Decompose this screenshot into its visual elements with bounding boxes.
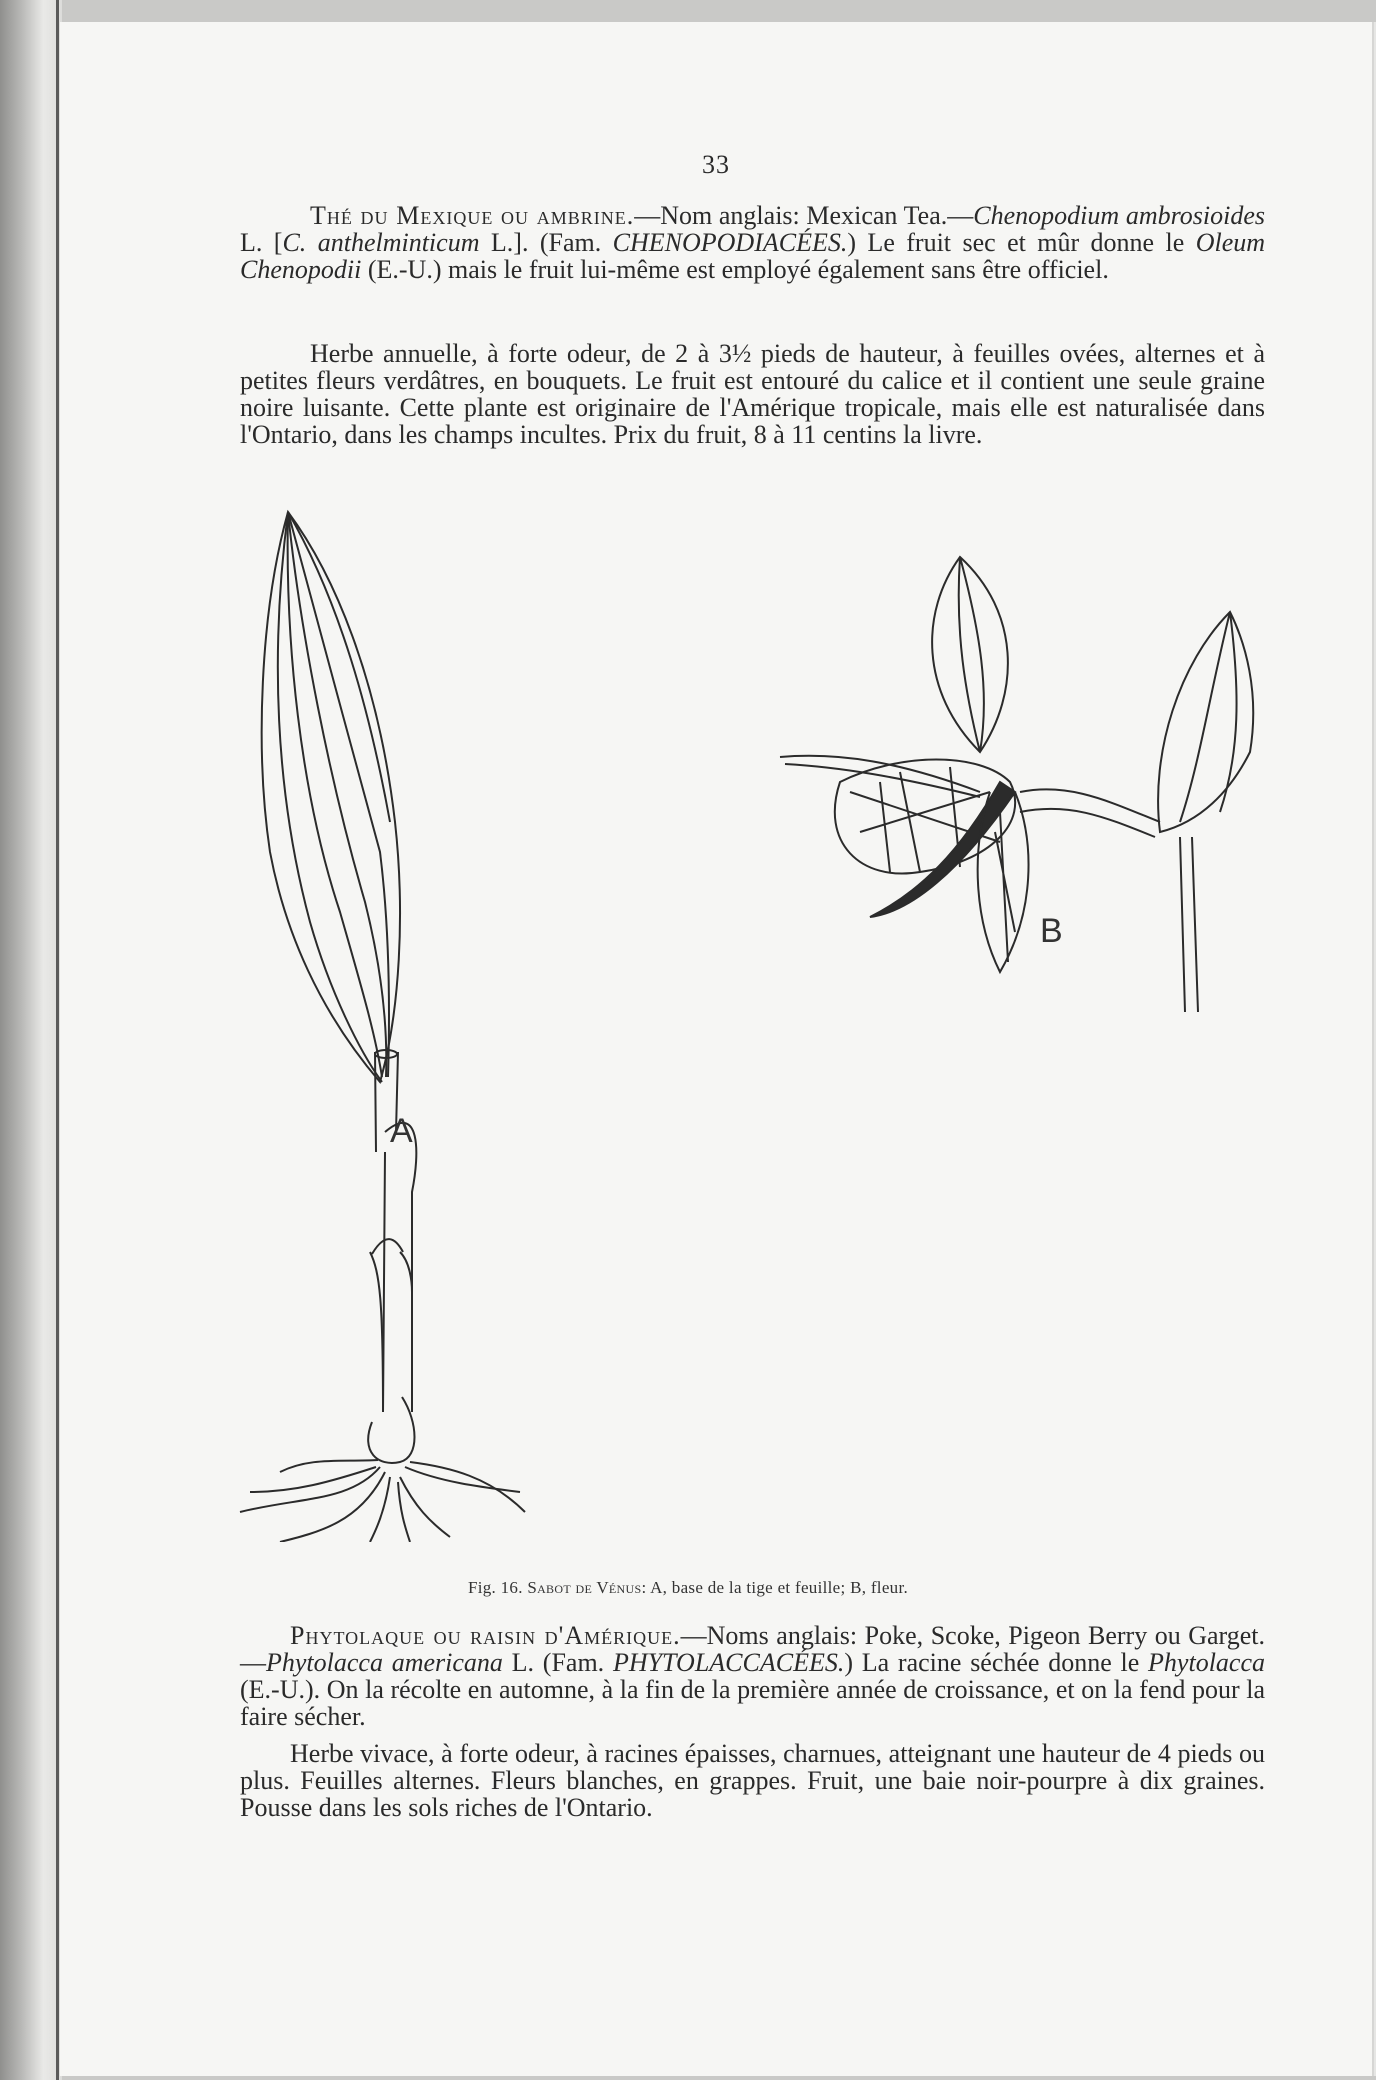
family-name: CHENOPODIACÉES. — [612, 228, 848, 257]
book-page — [60, 22, 1374, 2076]
family-name: PHYTOLACCACÉES. — [612, 1648, 845, 1677]
binding-edge — [56, 0, 59, 2080]
drug-name: Phytolacca — [1148, 1648, 1265, 1677]
caption-plant-name: Sabot de Vénus — [527, 1578, 642, 1597]
figure-label-b: B — [1040, 912, 1063, 950]
entry-phytolaque-description: Herbe vivace, à forte odeur, à racines épaisses, charnues, atteignant une hauteur de 4 pieds ou plus. Feuilles alternes. Fleurs blanches, en grappes. Fruit, une baie noir-pourpre à dix graines. Pousse dans les sols riches de l'Ontario. — [240, 1739, 1265, 1822]
caption-number: Fig. 16. — [467, 1578, 523, 1597]
entry-text-2: (E.-U.). On la récolte en automne, à la fin de la première année de croissance, et on la fend pour la faire sécher. — [240, 1675, 1265, 1731]
synonym-authority: L.]. (Fam. — [479, 228, 613, 257]
plant-b-drawing — [780, 557, 1253, 1012]
figure-caption — [0, 1578, 1376, 1598]
english-names: —Noms anglais: Poke, Scoke, Pigeon Berry ou Garget.— — [240, 1621, 1266, 1677]
latin-authority: L. [ — [240, 228, 283, 257]
entry-mexican-tea — [240, 202, 1265, 283]
page-number: 33 — [702, 150, 730, 179]
entry-phytolaque — [240, 1622, 1265, 1730]
entry-mexican-tea-description: Herbe annuelle, à forte odeur, de 2 à 3½ pieds de hauteur, à feuilles ovées, alternes et à petites fleurs verdâtres, en bouquets. Le fruit est entouré du calice et il contient une seule graine noire luisante. Cette plante est originaire de l'Amérique tropicale, mais elle est naturalisée dans l'Ontario, dans les champs incultes. Prix du fruit, 8 à 11 centins la livre. — [240, 339, 1265, 449]
english-names: —Nom anglais: Mexican Tea.— — [634, 201, 974, 230]
latin-authority: L. (Fam. — [502, 1648, 613, 1677]
entry-text: ) La racine séchée donne le — [844, 1648, 1149, 1677]
drug-name: Oleum Chenopodii — [240, 228, 1266, 284]
entry-text: ) Le fruit sec et mûr donne le — [847, 228, 1196, 257]
latin-name: Phytolacca americana — [266, 1648, 503, 1677]
synonym: C. anthelminticum — [282, 228, 480, 257]
entry-text-2: (E.-U.) mais le fruit lui-même est employé également sans être officiel. — [361, 255, 1109, 284]
entry-heading: Phytolaque ou raisin d'Amérique. — [290, 1621, 681, 1650]
caption-text: : A, base de la tige et feuille; B, fleur. — [641, 1578, 909, 1597]
plant-a-drawing — [240, 512, 525, 1542]
latin-name: Chenopodium ambrosioides — [973, 201, 1265, 230]
figure-label-a: A — [390, 1112, 413, 1150]
figure-illustration — [200, 492, 1260, 1542]
book-spine — [0, 0, 62, 2080]
entry-heading: Thé du Mexique ou ambrine. — [310, 201, 635, 230]
